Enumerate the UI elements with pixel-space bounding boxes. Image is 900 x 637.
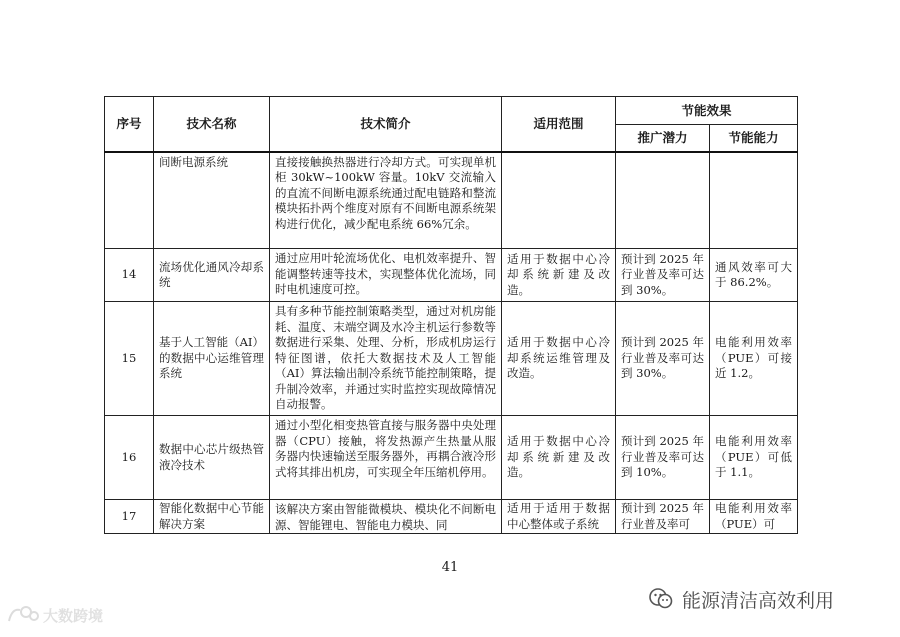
- watermark-right: [648, 585, 834, 613]
- table-row: [105, 416, 798, 500]
- row-desc: 该解决方案由智能微模块、模块化不间断电源、智能锂电、智能电力模块、同: [270, 500, 502, 534]
- row-seq: 17: [105, 500, 154, 534]
- table-row: [105, 500, 798, 534]
- row-seq: 15: [105, 302, 154, 416]
- row-name: 基于人工智能（AI）的数据中心运维管理系统: [154, 302, 270, 416]
- header-desc: 技术简介: [270, 97, 502, 152]
- header-seq: 序号: [105, 97, 154, 152]
- header-scope: 适用范围: [502, 97, 616, 152]
- row-name: 数据中心芯片级热管液冷技术: [154, 416, 270, 500]
- row-potential: 预计到 2025 年行业普及率可达到 10%。: [616, 416, 710, 500]
- watermark-left-text: 大数跨境: [43, 606, 104, 625]
- row-capacity: 电能利用效率（PUE）可低于 1.1。: [710, 416, 798, 500]
- technology-table: [104, 96, 798, 534]
- row-potential: [616, 152, 710, 249]
- row-name: 智能化数据中心节能解决方案: [154, 500, 270, 534]
- row-scope: [502, 152, 616, 249]
- row-potential: 预计到 2025 年行业普及率可: [616, 500, 710, 534]
- row-capacity: [710, 152, 798, 249]
- row-desc: 通过小型化相变热管直接与服务器中央处理器（CPU）接触，将发热源产生热量从服务器内快速输送至服务器外，再耦合液冷形式将其排出机房，可实现全年压缩机停用。: [270, 416, 502, 500]
- row-scope: 适用于数据中心冷却系统新建及改造。: [502, 249, 616, 302]
- table-row: [105, 249, 798, 302]
- row-capacity: 通风效率可大于 86.2%。: [710, 249, 798, 302]
- row-capacity: 电能利用效率（PUE）可接近 1.2。: [710, 302, 798, 416]
- row-seq: [105, 152, 154, 249]
- row-scope: 适用于数据中心冷却系统运维管理及改造。: [502, 302, 616, 416]
- table-row: [105, 302, 798, 416]
- row-desc: 具有多种节能控制策略类型，通过对机房能耗、温度、末端空调及水冷主机运行参数等数据进行采集、处理、分析，形成机房运行特征图谱，依托大数据技术及人工智能（AI）算法输出制冷系统节能控制策略，提升制冷效率，并通过实时监控实现故障情况自动报警。: [270, 302, 502, 416]
- page-number: 41: [441, 560, 459, 575]
- header-name: 技术名称: [154, 97, 270, 152]
- row-name: 间断电源系统: [154, 152, 270, 249]
- table-row: [105, 152, 798, 249]
- watermark-right-text: 能源清洁高效利用: [682, 589, 835, 612]
- brand-badge-icon: [6, 604, 40, 626]
- row-potential: 预计到 2025 年行业普及率可达到 30%。: [616, 302, 710, 416]
- wechat-logo-icon: [648, 586, 674, 612]
- row-desc: 通过应用叶轮流场优化、电机效率提升、智能调整转速等技术，实现整体优化流场，同时电机速度可控。: [270, 249, 502, 302]
- header-capacity: 节能能力: [710, 125, 798, 152]
- header-potential: 推广潜力: [616, 125, 710, 152]
- header-effect: 节能效果: [616, 97, 798, 125]
- row-name: 流场优化通风冷却系统: [154, 249, 270, 302]
- watermark-left: [6, 603, 103, 627]
- row-potential: 预计到 2025 年行业普及率可达到 30%。: [616, 249, 710, 302]
- row-scope: 适用于适用于数据中心整体或子系统: [502, 500, 616, 534]
- row-capacity: 电能利用效率（PUE）可: [710, 500, 798, 534]
- row-seq: 14: [105, 249, 154, 302]
- row-desc: 直接接触换热器进行冷却方式。可实现单机柜 30kW~100kW 容量。10kV 交流输入的直流不间断电源系统通过配电链路和整流模块拓扑两个维度对原有不间断电源系统架构进行优化，减少配电系统 66%冗余。: [270, 152, 502, 249]
- row-scope: 适用于数据中心冷却系统新建及改造。: [502, 416, 616, 500]
- row-seq: 16: [105, 416, 154, 500]
